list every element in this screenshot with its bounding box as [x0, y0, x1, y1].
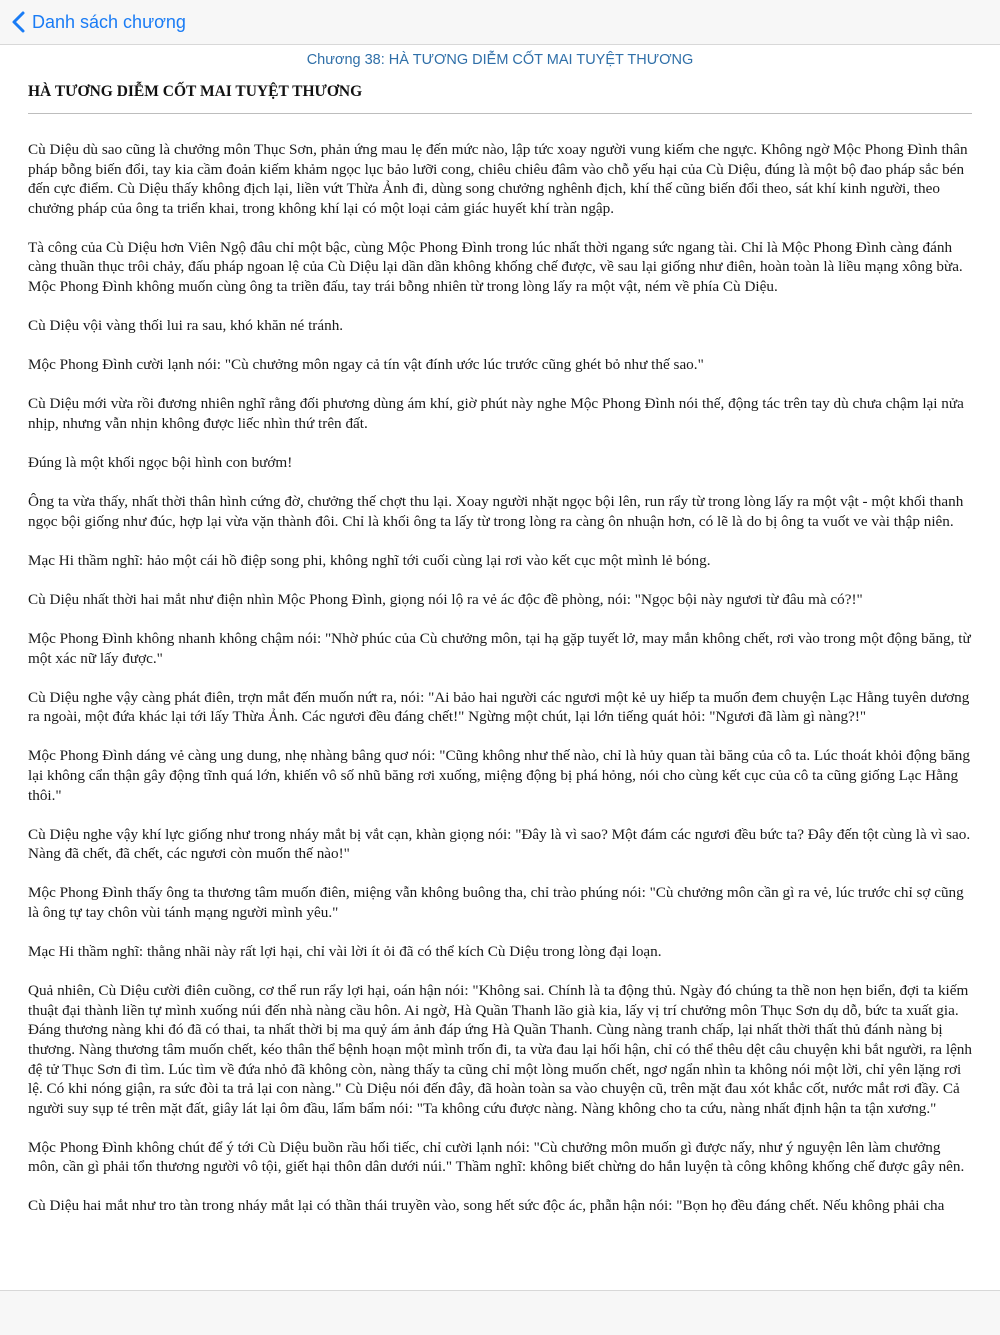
- paragraph: Mạc Hi thầm nghĩ: hảo một cái hồ điệp song phi, không nghĩ tới cuối cùng lại rơi vào kết cục một mình lẻ bóng.: [28, 551, 711, 569]
- chapter-content[interactable]: [28, 78, 972, 1283]
- paragraph: Tà công của Cù Diệu hơn Viên Ngộ đâu chỉ một bậc, cùng Mộc Phong Đình trong lúc nhất thời ngang sức ngang tài. Chỉ là Mộc Phong Đình càng đánh càng thuần thục trôi chảy, đấu pháp ngoan lệ của Cù Diệu lại dần dần không khống chế được, về sau lại giống như điên, hoàn toàn là liều mạng xông bừa. Mộc Phong Đình không muốn cùng ông ta triền đấu, tay trái bỗng nhiên từ trong lòng lấy ra một vật, ném về phía Cù Diệu.: [28, 238, 963, 296]
- navigation-bar: [0, 0, 1000, 45]
- chapter-body: [28, 140, 972, 1216]
- paragraph: Đúng là một khối ngọc bội hình con bướm!: [28, 454, 293, 472]
- paragraph: Mộc Phong Đình dáng vẻ càng ung dung, nhẹ nhàng bâng quơ nói: "Cũng không như thế nào, chỉ là hủy quan tài băng của cô ta. Lúc thoát khỏi động băng lại không cẩn thận gây động tĩnh quá lớn, khiến vô số nhũ băng rơi xuống, miệng động bị phá hỏng, nói cho cùng kết cục của cô ta cũng giống Lạc Hằng thôi.": [28, 747, 970, 804]
- paragraph: Cù Diệu nhất thời hai mắt như điện nhìn Mộc Phong Đình, giọng nói lộ ra vẻ ác độc đề phòng, nói: "Ngọc bội này ngươi từ đâu mà có?!": [28, 590, 863, 608]
- paragraph: Cù Diệu hai mắt như tro tàn trong nháy mắt lại có thần thái truyền vào, song hết sức độc ác, phẫn hận nói: "Bọn họ đều đáng chết. Nếu không phải cha: [28, 1197, 945, 1215]
- paragraph: Mộc Phong Đình cười lạnh nói: "Cù chưởng môn ngay cả tín vật đính ước lúc trước cũng ghét bỏ như thế sao.": [28, 356, 704, 374]
- paragraph: Cù Diệu nghe vậy càng phát điên, trợn mắt đến muốn nứt ra, nói: "Ai bảo hai người các ngươi một kẻ uy hiếp ta muốn đem chuyện Lạc Hằng tuyên dương ra ngoài, một đứa khác lại tới lấy Thừa Ảnh. Các ngươi đều đáng chết!" Ngừng một chút, lại lớn tiếng quát hỏi: "Ngươi đã làm gì nàng?!": [28, 688, 970, 726]
- paragraph: Cù Diệu vội vàng thối lui ra sau, khó khăn né tránh.: [28, 317, 344, 335]
- paragraph: Mạc Hi thầm nghĩ: thằng nhãi này rất lợi hại, chỉ vài lời ít ỏi đã có thể kích Cù Diệu trong lòng đại loạn.: [28, 943, 662, 961]
- paragraph: Ông ta vừa thấy, nhất thời thân hình cứng đờ, chưởng thế chợt thu lại. Xoay người nhặt ngọc bội lên, run rẩy từ trong lòng lấy ra một vật - một khối thanh ngọc bội giống như đúc, hợp lại vừa vặn thành đôi. Chỉ là khối ông ta lấy từ trong lòng ra càng ôn nhuận hơn, có lẽ là do bị ông ta vuốt ve vài thập niên.: [28, 493, 964, 530]
- paragraph: Mộc Phong Đình thấy ông ta thương tâm muốn điên, miệng vẫn không buông tha, chỉ trào phúng nói: "Cù chưởng môn cần gì ra vẻ, lúc trước chỉ sợ cũng là ông tự tay chôn vùi tánh mạng người mình yêu.": [28, 884, 964, 921]
- bottom-toolbar: [0, 1290, 1000, 1335]
- paragraph: Mộc Phong Đình không nhanh không chậm nói: "Nhờ phúc của Cù chưởng môn, tại hạ gặp tuyết lở, may mắn không chết, rơi vào trong một động băng, từ một xác nữ lấy được.": [28, 630, 971, 667]
- paragraph: Mộc Phong Đình không chút để ý tới Cù Diệu buồn rầu hối tiếc, chỉ cười lạnh nói: "Cù chưởng môn muốn gì được nấy, như ý nguyện lên làm chưởng môn, cần gì phải tổn thương người vô tội, giết hại thôn dân dưới núi." Thầm nghĩ: không biết chừng do hắn luyện tà công không khống chế được gây nên.: [28, 1138, 965, 1176]
- paragraph: Cù Diệu nghe vậy khí lực giống như trong nháy mắt bị vắt cạn, khàn giọng nói: "Đây là vì sao? Một đám các ngươi đều bức ta? Đây đến tột cùng là vì sao. Nàng đã chết, đã chết, các ngươi còn muốn thế nào!": [28, 825, 971, 863]
- paragraph: Cù Diệu dù sao cũng là chưởng môn Thục Sơn, phản ứng mau lẹ đến mức nào, lập tức xoay người vung kiếm che ngực. Không ngờ Mộc Phong Đình thân pháp bỗng biến đổi, tay kia cầm đoản kiếm khảm ngọc lục bảo lưỡi cong, chiêu chiêu đâm vào chỗ yếu hại của Cù Diệu, đúng là một bộ đao pháp sắc bén đến cực điểm. Cù Diệu thấy không địch lại, liền vứt Thừa Ảnh đi, dùng song chưởng nghênh địch, khí thế cũng biến đổi theo, sát khí kinh người, theo chưởng pháp của ông ta triển khai, trong không khí lại có một loại cảm giác huyết khí tràn ngập.: [28, 141, 968, 217]
- chapter-title-banner: Chương 38: HÀ TƯƠNG DIỄM CỐT MAI TUYỆT THƯƠNG: [306, 52, 694, 68]
- back-button[interactable]: [10, 8, 186, 36]
- chevron-left-icon: [10, 10, 30, 34]
- back-button-label: Danh sách chương: [32, 11, 186, 32]
- paragraph: Cù Diệu mới vừa rồi đương nhiên nghĩ rằng đối phương dùng ám khí, giờ phút này nghe Mộc Phong Đình nói thế, động tác trên tay dù chưa chậm lại nửa nhịp, nhưng vẫn nhịn không được liếc nhìn thứ trên đất.: [28, 395, 964, 432]
- paragraph: Quả nhiên, Cù Diệu cười điên cuồng, cơ thể run rẩy lợi hại, oán hận nói: "Không sai. Chính là ta động thủ. Ngày đó chúng ta thề non hẹn biển, đợi ta kiếm thuật đại thành liền tự mình xuống núi đến nhà nàng cầu hôn. Ai ngờ, Hà Quần Thanh lão già kia, lấy vị trí chưởng môn Thục Sơn dụ dỗ, bức ta xuất gia. Đáng thương nàng khi đó đã có thai, ta nhất thời bị ma quỷ ám ảnh đáp ứng Hà Quần Thanh. Cùng nàng tranh chấp, lại nhất thời thất thủ đánh nàng bị thương. Nàng thương tâm muốn chết, kéo thân thể bệnh hoạn một mình trốn đi, ta vừa đau lại hối hận, chỉ có thể thêu dệt câu chuyện khi bắt người, ra lệnh đệ tử Thục Sơn đi tìm. Lúc tìm về đứa nhỏ đã không còn, nàng thấy ta cũng chỉ một lòng muốn chết, ngơ ngẩn nhìn ta không nói một lời, chỉ yên lặng rơi lệ. Có khi nóng giận, ra sức đòi ta trả lại con nàng." Cù Diệu nói đến đây, đã hoàn toàn sa vào chuyện cũ, trên mặt đau xót khắc cốt, nước mắt rơi đầy. Cả người suy sụp té trên mặt đất, giây lát lại ôm đầu, lẩm bẩm nói: "Ta không cứu được nàng. Nàng không cho ta cứu, nàng nhất định hận ta tận xương.": [28, 982, 972, 1117]
- chapter-heading: HÀ TƯƠNG DIỄM CỐT MAI TUYỆT THƯƠNG: [28, 83, 972, 114]
